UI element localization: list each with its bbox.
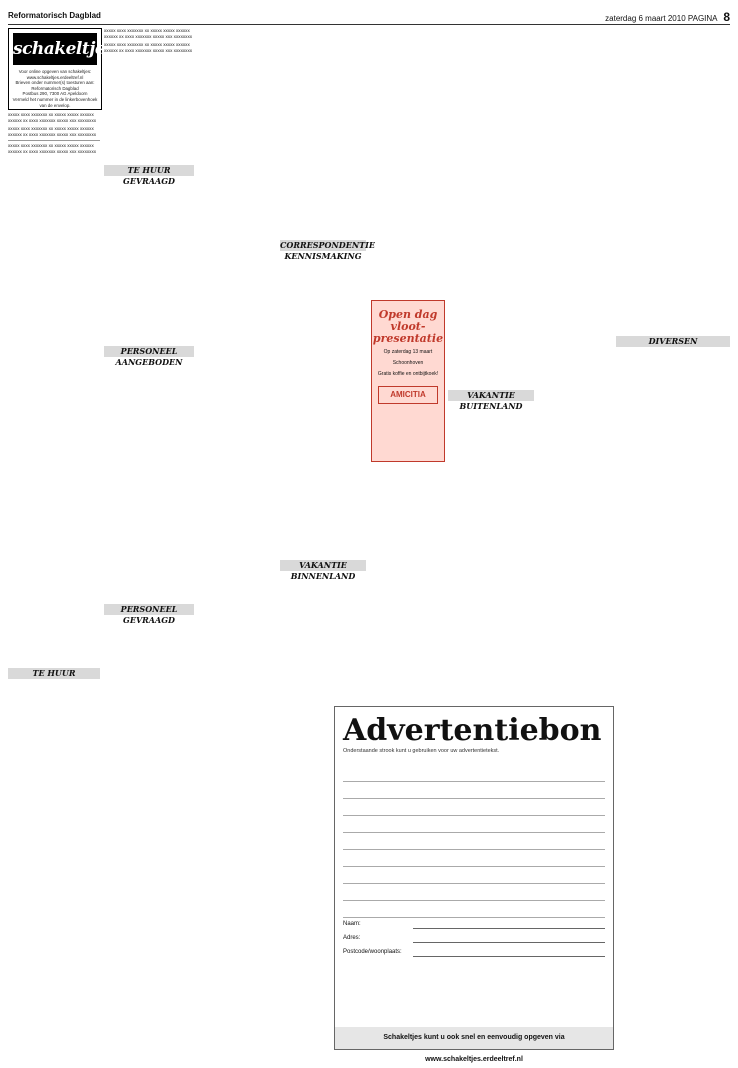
nameplate-band <box>13 33 115 65</box>
section-correspondentie: CORRESPONDENTIE KENNISMAKING <box>280 240 375 261</box>
bon-contact-fields <box>343 921 605 963</box>
nameplate-line: Reformatorisch Dagblad <box>31 85 79 91</box>
bon-text-row[interactable] <box>343 767 605 782</box>
open-day-title: Open dag vloot-presentatie <box>372 308 444 345</box>
bon-text-row[interactable] <box>343 818 605 833</box>
bon-text-grid[interactable] <box>343 767 605 920</box>
open-day-date: Op zaterdag 13 maart <box>383 349 433 355</box>
publication-name: Reformatorisch Dagblad <box>8 11 101 20</box>
bon-text-row[interactable] <box>343 835 605 850</box>
bon-subtitle: Onderstaande strook kunt u gebruiken voor uw advertentietekst. <box>343 748 500 754</box>
ad-text: xxxxx xxxx xxxxxxx xx xxxxx xxxxx xxxxxx xxxxxx xx xxxx xxxxxxx xxxxx xxx xxxxxxxx <box>8 126 97 137</box>
bon-field-adres[interactable]: Adres: <box>343 935 605 943</box>
section-personeel-gevraagd: PERSONEEL GEVRAAGD <box>104 604 194 615</box>
bon-text-row[interactable] <box>343 886 605 901</box>
column-1 <box>8 112 100 158</box>
bon-text-row[interactable] <box>343 801 605 816</box>
nameplate-line: Brieven onder nummer(s) toesturen aan: <box>15 80 95 86</box>
bon-text-row[interactable] <box>343 784 605 799</box>
bon-footer: Schakeltjes kunt u ook snel en eenvoudig opgeven via www.schakeltjes.erdeeltref.nl <box>335 1027 613 1049</box>
section-vakantie-buitenland: VAKANTIE BUITENLAND <box>448 390 534 401</box>
section-vakantie-binnenland: VAKANTIE BINNENLAND <box>280 560 366 571</box>
ad-text: xxxxx xxxx xxxxxxx xx xxxxx xxxxx xxxxxx xxxxxx xx xxxx xxxxxxx xxxxx xxx xxxxxxxx <box>104 28 193 39</box>
nameplate-line: Postbus 290, 7300 AG Apeldoorn <box>22 91 88 97</box>
bon-field-naam[interactable]: Naam: <box>343 921 605 929</box>
ad-text: xxxxx xxxx xxxxxxx xx xxxxx xxxxx xxxxxx xxxxxx xx xxxx xxxxxxx xxxxx xxx xxxxxxxx <box>8 140 100 154</box>
bon-title: Advertentiebon <box>343 713 602 748</box>
page-number: 8 <box>723 10 730 24</box>
open-day-ad[interactable] <box>371 300 445 462</box>
nameplate-url[interactable]: www.schakeltjes.erdeeltref.nl <box>26 74 84 80</box>
bon-text-row[interactable] <box>343 852 605 867</box>
bon-text-row[interactable] <box>343 869 605 884</box>
page-label: PAGINA <box>687 14 718 23</box>
column-2 <box>104 28 194 56</box>
section-personeel-aangeboden: PERSONEEL AANGEBODEN <box>104 346 194 357</box>
issue-date: zaterdag 6 maart 2010 <box>605 14 686 23</box>
masthead <box>8 10 730 25</box>
section-te-huur-gevraagd: TE HUUR GEVRAAGD <box>104 165 194 176</box>
section-diversen: DIVERSEN <box>616 336 730 347</box>
nameplate-word: schakeltjes <box>13 39 115 59</box>
bon-field-woonplaats[interactable]: Postcode/woonplaats: <box>343 949 605 957</box>
amicitia-logo: AMICITIA <box>378 386 438 404</box>
section-te-huur: TE HUUR <box>8 668 100 679</box>
bon-text-row[interactable] <box>343 903 605 918</box>
advertentiebon-form <box>334 706 614 1063</box>
open-day-offer: Gratis koffie en ontbijtkoek! <box>377 371 439 377</box>
schakeltjes-nameplate <box>8 28 115 110</box>
ad-text: xxxxx xxxx xxxxxxx xx xxxxx xxxxx xxxxxx xxxxxx xx xxxx xxxxxxx xxxxx xxx xxxxxxxx <box>8 112 97 123</box>
date-and-page <box>605 10 730 24</box>
ad-text: xxxxx xxxx xxxxxxx xx xxxxx xxxxx xxxxxx xxxxxx xx xxxx xxxxxxx xxxxx xxx xxxxxxxx <box>104 42 193 53</box>
open-day-place: Schoonhoven <box>392 360 424 366</box>
nameplate-line: Vermeld het nummer in de linkerbovenhoek van de envelop. <box>12 96 98 108</box>
nameplate-line: Voor online opgeven van schakeltjes: <box>18 69 92 74</box>
